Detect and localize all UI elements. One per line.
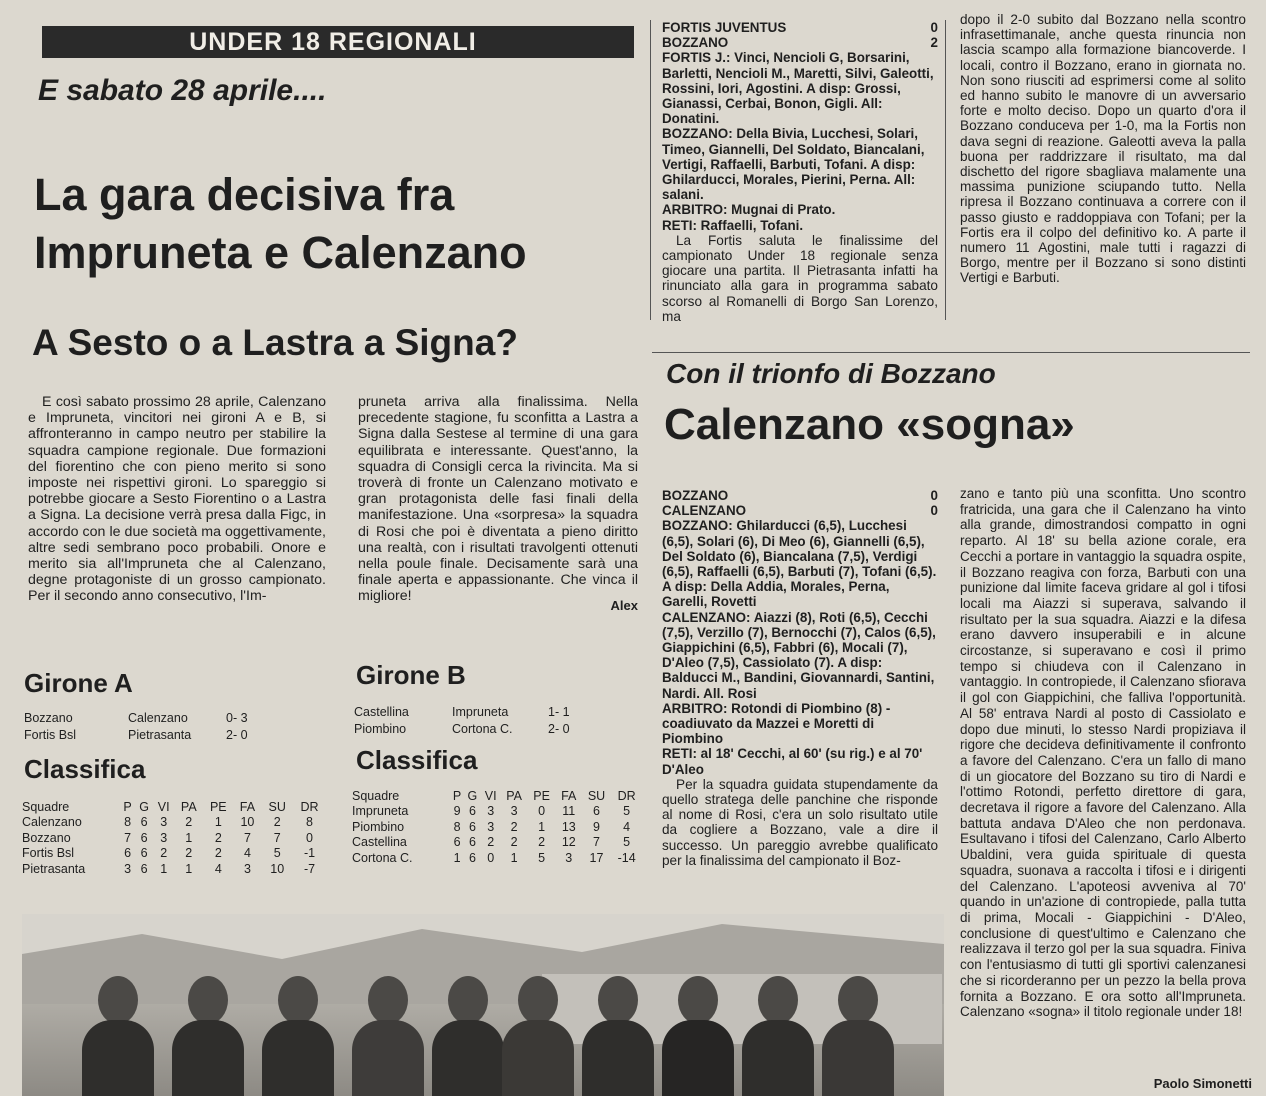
- left-kicker: E sabato 28 aprile....: [38, 74, 327, 107]
- col-header: PA: [506, 789, 522, 803]
- stat-cell: 6: [468, 804, 476, 818]
- girone-b-standings: [352, 789, 642, 866]
- right-match-report: [662, 488, 938, 868]
- team-photo: [22, 914, 944, 1096]
- col-header: SU: [268, 800, 286, 814]
- goals: RETI: al 18' Cecchi, al 60' (su rig.) e al 70' D'Aleo: [662, 746, 923, 777]
- col-header: Squadre: [352, 789, 400, 803]
- stat-cell: 10: [240, 815, 255, 829]
- right-match-score-row: [662, 503, 938, 518]
- stat-cell: 10: [270, 861, 285, 876]
- stat-cell: 1: [214, 815, 222, 829]
- result-away: Cortona C.: [452, 722, 513, 736]
- stat-cell: 2: [214, 830, 222, 845]
- stat-cell: 2: [185, 815, 193, 829]
- top-match-report: [662, 20, 938, 324]
- section-divider: [652, 352, 1250, 353]
- stat-cell: 1: [510, 850, 518, 865]
- stat-cell: 1: [185, 861, 193, 876]
- stat-cell: 3: [510, 804, 518, 818]
- team-cell: Fortis Bsl: [22, 846, 75, 860]
- team-score: 0: [930, 503, 938, 519]
- col-header: VI: [484, 789, 497, 803]
- stat-cell: 11: [562, 804, 576, 818]
- stat-cell: 1: [160, 861, 168, 876]
- result-home: Bozzano: [24, 711, 73, 725]
- goals: RETI: Raffaelli, Tofani.: [662, 217, 804, 233]
- stat-cell: 3: [487, 819, 495, 834]
- team-cell: Impruneta: [352, 804, 409, 818]
- standings-row: [352, 851, 642, 867]
- stat-cell: 2: [487, 835, 495, 849]
- right-match-score-row: [662, 488, 938, 503]
- standings-row: [22, 846, 326, 862]
- girone-a-title: Girone A: [24, 668, 133, 698]
- col-header: G: [139, 800, 149, 814]
- stat-cell: 6: [140, 846, 148, 860]
- team-cell: Pietrasanta: [22, 861, 86, 876]
- col-header: P: [452, 789, 462, 803]
- stat-cell: 1: [453, 850, 461, 865]
- lineup-calenzano: CALENZANO: Aiazzi (8), Roti (6,5), Cecchi (7,5), Verzillo (7), Bernocchi (7), Calos (6,5), Giappichini (6,5), Fabbri (6), Mocali (7), D'Aleo (7,5), Cassiolato (7). A disp: Balducci M., Bandini, Giovannardi, Santini, Nardi. All. Rosi: [662, 609, 936, 701]
- stat-cell: 2: [160, 846, 168, 860]
- team-score: 0: [930, 488, 938, 503]
- stat-cell: 2: [510, 835, 518, 849]
- stat-cell: 2: [214, 846, 222, 860]
- stat-cell: 0: [487, 850, 495, 865]
- stat-cell: 3: [160, 830, 168, 845]
- girone-a-result-row: [22, 710, 254, 727]
- team-cell: Castellina: [352, 835, 407, 849]
- stat-cell: 6: [468, 850, 476, 865]
- col-header: P: [123, 800, 132, 814]
- stat-cell: 1: [185, 830, 193, 845]
- result-away: Pietrasanta: [128, 728, 192, 742]
- left-article-col1: [28, 394, 326, 605]
- team-name: FORTIS JUVENTUS: [662, 20, 787, 35]
- result-away: Impruneta: [452, 705, 509, 719]
- result-home: Castellina: [354, 705, 409, 719]
- stat-cell: 2: [510, 819, 518, 834]
- col-header: PE: [533, 789, 550, 803]
- stat-cell: 6: [453, 835, 461, 849]
- result-score: 2- 0: [548, 722, 570, 736]
- girone-b-result-row: [352, 704, 574, 721]
- stat-cell: 5: [273, 846, 281, 860]
- stat-cell: 3: [124, 861, 132, 876]
- stat-cell: 4: [243, 846, 251, 860]
- result-home: Piombino: [354, 722, 407, 736]
- referee: ARBITRO: Mugnai di Prato.: [662, 202, 836, 218]
- stat-cell: 4: [214, 861, 222, 876]
- stat-cell: 7: [124, 830, 132, 845]
- stat-cell: 3: [565, 850, 573, 865]
- team-cell: Bozzano: [22, 830, 71, 845]
- stat-cell: 7: [273, 830, 281, 845]
- top-match-body-col1: La Fortis saluta le finalissime del campionato Under 18 regionale senza giocare una partita. Il Pietrasanta infatti ha rinunciato alla gara in programma sabato scorso al Romanelli di Borgo San Lorenzo, ma: [662, 232, 938, 324]
- stat-cell: 2: [538, 835, 546, 849]
- left-article-col1-text: E così sabato prossimo 28 aprile, Calenzano e Impruneta, vincitori nei gironi A e B, si affronteranno in campo neutro per stabilire la squadra campione regionale. Due formazioni del fiorentino che con pieno merito si sono imposte nei rispettivi gironi. Lo spareggio si potrebbe giocare a Sesto Fiorentino o a Lastra a Signa. La decisione verrà presa dalla Figc, in accordo con le due società ma oggettivamente, altre sedi sembrano poco probabili. Onore e merito sia all'Impruneta che al Calenzano, degne protagoniste di un grosso campionato. Per il secondo anno consecutivo, l'Im-: [28, 394, 326, 605]
- right-article-signature: Paolo Simonetti: [1153, 1076, 1252, 1091]
- stat-cell: 2: [185, 846, 193, 860]
- stat-cell: 0: [538, 804, 546, 818]
- standings-header: [352, 789, 642, 804]
- right-article-body-col2-text: zano e tanto più una sconfitta. Uno scontro fratricida, una gara che il Calenzano ha vinto alla grande, dimostrandosi compatto in ogni reparto. Al 18' su bella azione corale, era Cecchi a portare in vantaggio la squadra ospite, il Bozzano reagiva con forza, Barbuti con una punizione dal limite faceva gridare al gol i tifosi locali ma Aiazzi si superava, salvando il risultato per la sua squadra. Aiazzi e la difesa erano davvero insuperabili e in alcune circostanze, si superavano e così il primo tempo si chiudeva con il Calenzano in vantaggio. In contropiede, il Calenzano sfiorava il gol con Giappichini, che falliva l'opportunità. Al 58' entrava Nardi al posto di Cassiolato e dopo due minuti, lo stesso Nardi propiziava il rigore che decideva definitivamente il confronto a favore del Calenzano. C'era un fallo di mano di un giocatore del Bozzano su tiro di Nardi e l'ottimo Rotondi, perfetto direttore di gara, decretava il rigore a favore del Calenzano. Alla battuta andava D'Aleo che non perdonava. Esultavano i tifosi del Calenzano, Carlo Alberto Ubaldini, vera guida spirituale di questa squadra, suonava a raccolta i tifosi e i dirigenti del Calenzano. L'apoteosi avveniva al 70' quando in un'azione di contropiede, palla tutta di prima, Mocali - Giappichini - D'Aleo, conclusione di quest'ultimo e Calenzano che realizzava il terzo gol per la sua squadra. Finiva con l'entusiasmo di tutti gli sportivi calenzanesi che si ricorderanno per un pezzo la bella prova fornita a Bozzano. E ora sotto all'Impruneta. Calenzano «sogna» il titolo regionale under 18!: [960, 486, 1246, 1020]
- col-header: VI: [157, 800, 170, 814]
- stat-cell: 6: [468, 819, 476, 834]
- lineup-bozzano: BOZZANO: Della Bivia, Lucchesi, Solari, Timeo, Giannelli, Del Soldato, Biancalani, Vertigi, Raffaelli, Barbuti, Tofani. A disp: Ghilarducci, Morales, Pierini, Perna. All: salani.: [662, 126, 925, 203]
- girone-b-results: [352, 704, 574, 738]
- stat-cell: 6: [140, 815, 148, 829]
- left-headline-line2: Impruneta e Calenzano: [34, 227, 527, 278]
- standings-row: [352, 804, 642, 820]
- stat-cell: 8: [453, 819, 461, 834]
- stat-cell: -1: [303, 846, 316, 860]
- result-score: 1- 1: [548, 705, 570, 719]
- stat-cell: 3: [487, 804, 495, 818]
- stat-cell: 6: [140, 861, 148, 876]
- stat-cell: 9: [593, 819, 600, 834]
- girone-a-result-row: [22, 727, 254, 744]
- stat-cell: 3: [160, 815, 168, 829]
- column-divider: [945, 20, 946, 320]
- col-header: DR: [300, 800, 319, 814]
- stat-cell: -14: [617, 850, 636, 865]
- result-home: Fortis Bsl: [24, 728, 77, 742]
- referee: ARBITRO: Rotondi di Piombino (8) - coadiuvato da Mazzei e Moretti di Piombino: [662, 700, 891, 747]
- col-header: FA: [239, 800, 256, 814]
- standings-header: [22, 800, 326, 815]
- stat-cell: 0: [306, 830, 313, 845]
- standings-row: [352, 835, 642, 851]
- standings-row: [22, 815, 326, 831]
- col-header: FA: [561, 789, 577, 803]
- standings-row: [22, 862, 326, 878]
- stat-cell: 4: [623, 819, 631, 834]
- stat-cell: 6: [124, 846, 132, 860]
- girone-b-classifica-title: Classifica: [356, 745, 478, 775]
- girone-a-results: [22, 710, 254, 744]
- stat-cell: 13: [561, 819, 576, 834]
- section-banner: UNDER 18 REGIONALI: [42, 26, 634, 58]
- team-cell: Piombino: [352, 819, 405, 834]
- team-cell: Calenzano: [22, 815, 82, 829]
- stat-cell: 5: [623, 804, 631, 818]
- stat-cell: 5: [623, 835, 631, 849]
- left-article-col2: [358, 394, 638, 605]
- right-article-body-col1: Per la squadra guidata stupendamente da quello stratega delle panchine che risponde al nome di Rosi, c'era un solo risultato utile da cogliere a Bozzano, vale a dire il successo. Un pareggio avrebbe qualificato per la finalissima del campionato il Boz-: [662, 776, 938, 868]
- left-subheadline: A Sesto o a Lastra a Signa?: [32, 322, 518, 363]
- girone-b-result-row: [352, 721, 574, 738]
- team-name: CALENZANO: [662, 503, 747, 519]
- lineup-bozzano: BOZZANO: Ghilarducci (6,5), Lucchesi (6,5), Solari (6), Di Meo (6), Giannelli (6,5), Del Soldato (6), Biancalana (7,5), Verdigi (6,5), Raffaelli (6,5), Barbuti (7), Tofani (6,5). A disp: Della Addia, Morales, Perna, Garelli, Rovetti: [662, 518, 937, 610]
- top-match-body-col2-text: dopo il 2-0 subito dal Bozzano nella scontro infrasettimanale, anche questa rinuncia non lascia scampo alla formazione biancoverde. I locali, contro il Bozzano, erano in giornata no. Non sono riusciti ad esprimersi come al solito ed hanno subito le manovre di un avversario forte e molto deciso. Dopo un quarto d'ora il Bozzano conduceva per 1-0, ma la Fortis non dava segni di reazione. Galeotti aveva la palla buona per raddrizzare il risultato, ma dal dischetto del rigore sbagliava malamente una massima punizione sciupando tutto. Nella ripresa il Bozzano continuava a correre con il passo giusto e raddoppiava con Tofani; per la Fortis era il colpo del definitivo ko. A parte il numero 11 Agostini, male tutti i ragazzi di Borgo, mentre per il Bozzano si sono distinti Vertigi e Barbuti.: [960, 12, 1246, 286]
- stat-cell: 6: [593, 804, 600, 818]
- team-name: BOZZANO: [662, 35, 729, 51]
- right-kicker: Con il trionfo di Bozzano: [666, 358, 996, 389]
- right-article-body-col2: [960, 486, 1246, 1020]
- stat-cell: 3: [243, 861, 251, 876]
- stat-cell: 9: [453, 804, 461, 818]
- col-header: Squadre: [22, 800, 70, 814]
- col-header: SU: [587, 789, 606, 803]
- stat-cell: 7: [593, 835, 600, 849]
- team-cell: Cortona C.: [352, 850, 413, 865]
- top-match-body-col2: [960, 12, 1246, 286]
- stat-cell: 8: [124, 815, 132, 829]
- left-headline-line1: La gara decisiva fra: [34, 169, 455, 220]
- left-article-col2-text: pruneta arriva alla finalissima. Nella precedente stagione, fu sconfitta a Lastra a Signa dalla Sestese al termine di una gara equilibrata e interessante. Quest'anno, la squadra di Consigli cerca la rivincita. Ma si troverà di fronte un Calenzano motivato e gran protagonista delle fasi finali della manifestazione. Una «sorpresa» la squadra di Rosi che poi è diventata a pieno diritto una realtà, con i risultati travolgenti ottenuti nella poule finale. Decisamente sarà una finale aperta e appassionante. Che vinca il migliore!: [358, 394, 638, 605]
- result-score: 2- 0: [226, 728, 248, 742]
- stat-cell: 6: [468, 835, 476, 849]
- col-header: PA: [180, 800, 197, 814]
- stat-cell: 8: [306, 815, 313, 829]
- team-name: BOZZANO: [662, 488, 729, 503]
- lineup-fortis: FORTIS J.: Vinci, Nencioli G, Borsarini, Barletti, Nencioli M., Maretti, Silvi, Galeotti, Rossini, Iori, Agostini. A disp: Grossi, Gianassi, Cerbai, Bonon, Gigli. All: Donatini.: [662, 50, 934, 127]
- left-article-signature: Alex: [610, 598, 638, 613]
- stat-cell: -7: [303, 861, 316, 876]
- girone-a-classifica-title: Classifica: [24, 754, 146, 784]
- col-header: DR: [617, 789, 636, 803]
- result-away: Calenzano: [128, 711, 188, 725]
- stat-cell: 7: [243, 830, 251, 845]
- team-score: 0: [930, 20, 938, 35]
- top-match-score-row: [662, 20, 938, 35]
- top-match-score-row: [662, 35, 938, 50]
- stat-cell: 12: [561, 835, 576, 849]
- team-score: 2: [930, 35, 938, 51]
- col-header: PE: [209, 800, 227, 814]
- standings-row: [352, 820, 642, 836]
- col-header: G: [467, 789, 478, 803]
- girone-b-title: Girone B: [356, 660, 466, 690]
- standings-row: [22, 831, 326, 847]
- stat-cell: 17: [589, 850, 604, 865]
- stat-cell: 5: [538, 850, 546, 865]
- stat-cell: 2: [273, 815, 281, 829]
- stat-cell: 1: [538, 819, 546, 834]
- result-score: 0- 3: [226, 711, 248, 725]
- stat-cell: 6: [140, 830, 148, 845]
- girone-a-standings: [22, 800, 326, 877]
- right-headline: Calenzano «sogna»: [664, 400, 1075, 449]
- column-divider: [650, 20, 651, 320]
